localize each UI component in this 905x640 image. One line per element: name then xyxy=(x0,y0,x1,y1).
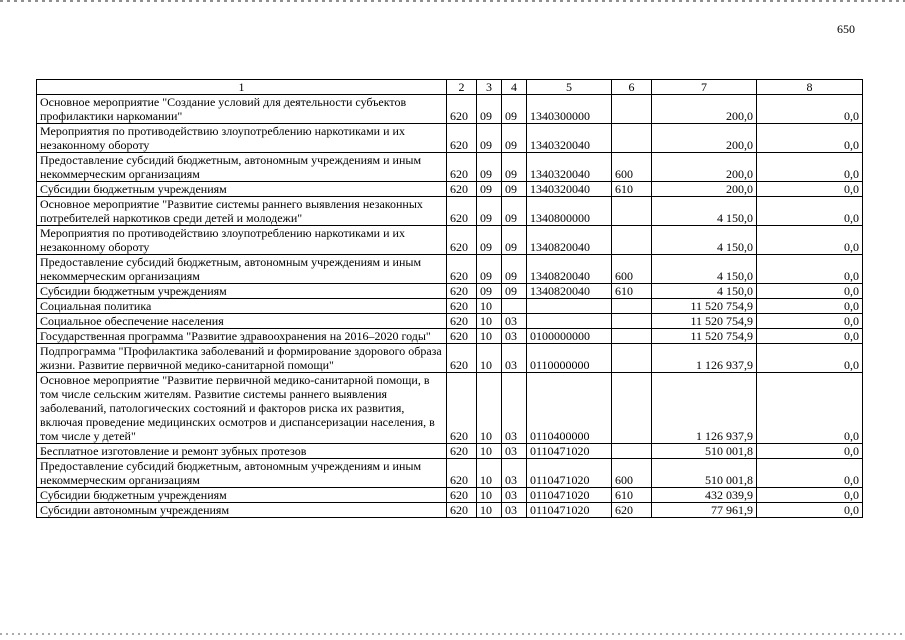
target-article-cell: 1340300000 xyxy=(527,95,612,124)
amount-extra-cell: 0,0 xyxy=(757,444,863,459)
table-row xyxy=(37,459,863,488)
subsection-code-cell: 09 xyxy=(502,226,527,255)
ministry-code-cell: 620 xyxy=(447,488,477,503)
column-header: 4 xyxy=(502,80,527,95)
table-row xyxy=(37,182,863,197)
subsection-code-cell: 09 xyxy=(502,284,527,299)
amount-extra-cell: 0,0 xyxy=(757,197,863,226)
table-row xyxy=(37,314,863,329)
item-name-cell: Подпрограмма "Профилактика заболеваний и формирование здорового образа жизни. Развитие первичной медико-санитарной помощи" xyxy=(37,344,447,373)
amount-cell: 200,0 xyxy=(652,153,757,182)
amount-cell: 11 520 754,9 xyxy=(652,299,757,314)
target-article-cell: 1340820040 xyxy=(527,255,612,284)
expense-type-cell: 600 xyxy=(612,153,652,182)
column-header: 2 xyxy=(447,80,477,95)
expense-type-cell: 610 xyxy=(612,284,652,299)
amount-cell: 1 126 937,9 xyxy=(652,373,757,444)
target-article-cell: 1340820040 xyxy=(527,284,612,299)
subsection-code-cell: 09 xyxy=(502,255,527,284)
expense-type-cell xyxy=(612,197,652,226)
subsection-code-cell: 09 xyxy=(502,95,527,124)
amount-cell: 200,0 xyxy=(652,124,757,153)
target-article-cell xyxy=(527,299,612,314)
table-row xyxy=(37,299,863,314)
amount-cell: 510 001,8 xyxy=(652,444,757,459)
expense-type-cell xyxy=(612,95,652,124)
expense-type-cell xyxy=(612,314,652,329)
item-name-cell: Предоставление субсидий бюджетным, автономным учреждениям и иным некоммерческим организациям xyxy=(37,153,447,182)
column-header: 5 xyxy=(527,80,612,95)
section-code-cell: 10 xyxy=(477,314,502,329)
amount-cell: 4 150,0 xyxy=(652,255,757,284)
ministry-code-cell: 620 xyxy=(447,459,477,488)
scan-edge-top xyxy=(0,0,905,2)
item-name-cell: Субсидии бюджетным учреждениям xyxy=(37,488,447,503)
section-code-cell: 09 xyxy=(477,182,502,197)
amount-cell: 200,0 xyxy=(652,182,757,197)
amount-extra-cell: 0,0 xyxy=(757,284,863,299)
subsection-code-cell: 09 xyxy=(502,153,527,182)
page-number: 650 xyxy=(837,22,855,36)
amount-extra-cell: 0,0 xyxy=(757,503,863,518)
amount-cell: 4 150,0 xyxy=(652,197,757,226)
section-code-cell: 09 xyxy=(477,255,502,284)
table-row xyxy=(37,153,863,182)
table-row xyxy=(37,488,863,503)
expense-type-cell: 620 xyxy=(612,503,652,518)
table-row xyxy=(37,124,863,153)
target-article-cell: 0110000000 xyxy=(527,344,612,373)
section-code-cell: 09 xyxy=(477,284,502,299)
table-row xyxy=(37,95,863,124)
section-code-cell: 10 xyxy=(477,488,502,503)
table-row xyxy=(37,373,863,444)
ministry-code-cell: 620 xyxy=(447,255,477,284)
target-article-cell: 0110471020 xyxy=(527,459,612,488)
ministry-code-cell: 620 xyxy=(447,182,477,197)
header-row xyxy=(37,80,863,95)
expense-type-cell xyxy=(612,373,652,444)
amount-extra-cell: 0,0 xyxy=(757,344,863,373)
expense-type-cell: 610 xyxy=(612,488,652,503)
amount-cell: 11 520 754,9 xyxy=(652,329,757,344)
subsection-code-cell: 03 xyxy=(502,488,527,503)
item-name-cell: Государственная программа "Развитие здравоохранения на 2016–2020 годы" xyxy=(37,329,447,344)
column-header: 1 xyxy=(37,80,447,95)
subsection-code-cell: 03 xyxy=(502,314,527,329)
item-name-cell: Социальная политика xyxy=(37,299,447,314)
subsection-code-cell: 03 xyxy=(502,329,527,344)
amount-cell: 432 039,9 xyxy=(652,488,757,503)
item-name-cell: Мероприятия по противодействию злоупотреблению наркотиками и их незаконному обороту xyxy=(37,226,447,255)
table-row xyxy=(37,284,863,299)
table-row xyxy=(37,255,863,284)
subsection-code-cell: 09 xyxy=(502,124,527,153)
amount-cell: 200,0 xyxy=(652,95,757,124)
ministry-code-cell: 620 xyxy=(447,344,477,373)
expense-type-cell xyxy=(612,299,652,314)
amount-cell: 11 520 754,9 xyxy=(652,314,757,329)
amount-cell: 510 001,8 xyxy=(652,459,757,488)
item-name-cell: Социальное обеспечение населения xyxy=(37,314,447,329)
amount-cell: 77 961,9 xyxy=(652,503,757,518)
item-name-cell: Основное мероприятие "Развитие системы раннего выявления незаконных потребителей наркотиков среди детей и молодежи" xyxy=(37,197,447,226)
target-article-cell xyxy=(527,314,612,329)
expense-type-cell xyxy=(612,344,652,373)
ministry-code-cell: 620 xyxy=(447,373,477,444)
section-code-cell: 09 xyxy=(477,197,502,226)
ministry-code-cell: 620 xyxy=(447,153,477,182)
column-header: 8 xyxy=(757,80,863,95)
expense-type-cell: 600 xyxy=(612,459,652,488)
ministry-code-cell: 620 xyxy=(447,95,477,124)
section-code-cell: 10 xyxy=(477,344,502,373)
item-name-cell: Субсидии автономным учреждениям xyxy=(37,503,447,518)
table-row xyxy=(37,226,863,255)
subsection-code-cell: 03 xyxy=(502,373,527,444)
item-name-cell: Субсидии бюджетным учреждениям xyxy=(37,284,447,299)
section-code-cell: 10 xyxy=(477,459,502,488)
amount-extra-cell: 0,0 xyxy=(757,459,863,488)
table-row xyxy=(37,329,863,344)
ministry-code-cell: 620 xyxy=(447,503,477,518)
expense-type-cell xyxy=(612,226,652,255)
amount-extra-cell: 0,0 xyxy=(757,373,863,444)
table-row xyxy=(37,503,863,518)
target-article-cell: 0110471020 xyxy=(527,444,612,459)
section-code-cell: 10 xyxy=(477,373,502,444)
ministry-code-cell: 620 xyxy=(447,329,477,344)
item-name-cell: Основное мероприятие "Создание условий для деятельности субъектов профилактики наркомании" xyxy=(37,95,447,124)
amount-extra-cell: 0,0 xyxy=(757,488,863,503)
expense-type-cell xyxy=(612,444,652,459)
section-code-cell: 09 xyxy=(477,153,502,182)
section-code-cell: 10 xyxy=(477,329,502,344)
section-code-cell: 10 xyxy=(477,299,502,314)
amount-cell: 4 150,0 xyxy=(652,284,757,299)
section-code-cell: 09 xyxy=(477,95,502,124)
target-article-cell: 1340320040 xyxy=(527,124,612,153)
amount-cell: 4 150,0 xyxy=(652,226,757,255)
section-code-cell: 10 xyxy=(477,444,502,459)
item-name-cell: Предоставление субсидий бюджетным, автономным учреждениям и иным некоммерческим организациям xyxy=(37,459,447,488)
ministry-code-cell: 620 xyxy=(447,284,477,299)
amount-extra-cell: 0,0 xyxy=(757,299,863,314)
target-article-cell: 1340320040 xyxy=(527,153,612,182)
table-row xyxy=(37,197,863,226)
amount-extra-cell: 0,0 xyxy=(757,329,863,344)
amount-extra-cell: 0,0 xyxy=(757,124,863,153)
budget-table xyxy=(36,79,863,518)
subsection-code-cell: 03 xyxy=(502,444,527,459)
target-article-cell: 1340820040 xyxy=(527,226,612,255)
target-article-cell: 0110471020 xyxy=(527,488,612,503)
column-header: 7 xyxy=(652,80,757,95)
amount-extra-cell: 0,0 xyxy=(757,153,863,182)
ministry-code-cell: 620 xyxy=(447,124,477,153)
ministry-code-cell: 620 xyxy=(447,299,477,314)
section-code-cell: 09 xyxy=(477,226,502,255)
item-name-cell: Бесплатное изготовление и ремонт зубных протезов xyxy=(37,444,447,459)
expense-type-cell xyxy=(612,124,652,153)
subsection-code-cell: 03 xyxy=(502,503,527,518)
amount-extra-cell: 0,0 xyxy=(757,255,863,284)
section-code-cell: 09 xyxy=(477,124,502,153)
ministry-code-cell: 620 xyxy=(447,197,477,226)
amount-extra-cell: 0,0 xyxy=(757,95,863,124)
amount-extra-cell: 0,0 xyxy=(757,314,863,329)
item-name-cell: Мероприятия по противодействию злоупотреблению наркотиками и их незаконному обороту xyxy=(37,124,447,153)
table-row xyxy=(37,444,863,459)
column-header: 3 xyxy=(477,80,502,95)
section-code-cell: 10 xyxy=(477,503,502,518)
expense-type-cell: 600 xyxy=(612,255,652,284)
item-name-cell: Предоставление субсидий бюджетным, автономным учреждениям и иным некоммерческим организациям xyxy=(37,255,447,284)
target-article-cell: 1340800000 xyxy=(527,197,612,226)
subsection-code-cell: 03 xyxy=(502,459,527,488)
subsection-code-cell: 09 xyxy=(502,182,527,197)
expense-type-cell xyxy=(612,329,652,344)
subsection-code-cell: 09 xyxy=(502,197,527,226)
ministry-code-cell: 620 xyxy=(447,444,477,459)
expense-type-cell: 610 xyxy=(612,182,652,197)
ministry-code-cell: 620 xyxy=(447,226,477,255)
amount-extra-cell: 0,0 xyxy=(757,182,863,197)
subsection-code-cell xyxy=(502,299,527,314)
target-article-cell: 0110400000 xyxy=(527,373,612,444)
item-name-cell: Субсидии бюджетным учреждениям xyxy=(37,182,447,197)
target-article-cell: 0110471020 xyxy=(527,503,612,518)
subsection-code-cell: 03 xyxy=(502,344,527,373)
table-row xyxy=(37,344,863,373)
scan-edge-bottom xyxy=(0,633,905,635)
ministry-code-cell: 620 xyxy=(447,314,477,329)
amount-extra-cell: 0,0 xyxy=(757,226,863,255)
column-header: 6 xyxy=(612,80,652,95)
target-article-cell: 1340320040 xyxy=(527,182,612,197)
amount-cell: 1 126 937,9 xyxy=(652,344,757,373)
target-article-cell: 0100000000 xyxy=(527,329,612,344)
item-name-cell: Основное мероприятие "Развитие первичной медико-санитарной помощи, в том числе сельским жителям. Развитие системы раннего выявления заболеваний, патологических состояний и факторов риска их развития, включая проведение медицинских осмотров и диспансеризации населения, в том числе у детей" xyxy=(37,373,447,444)
